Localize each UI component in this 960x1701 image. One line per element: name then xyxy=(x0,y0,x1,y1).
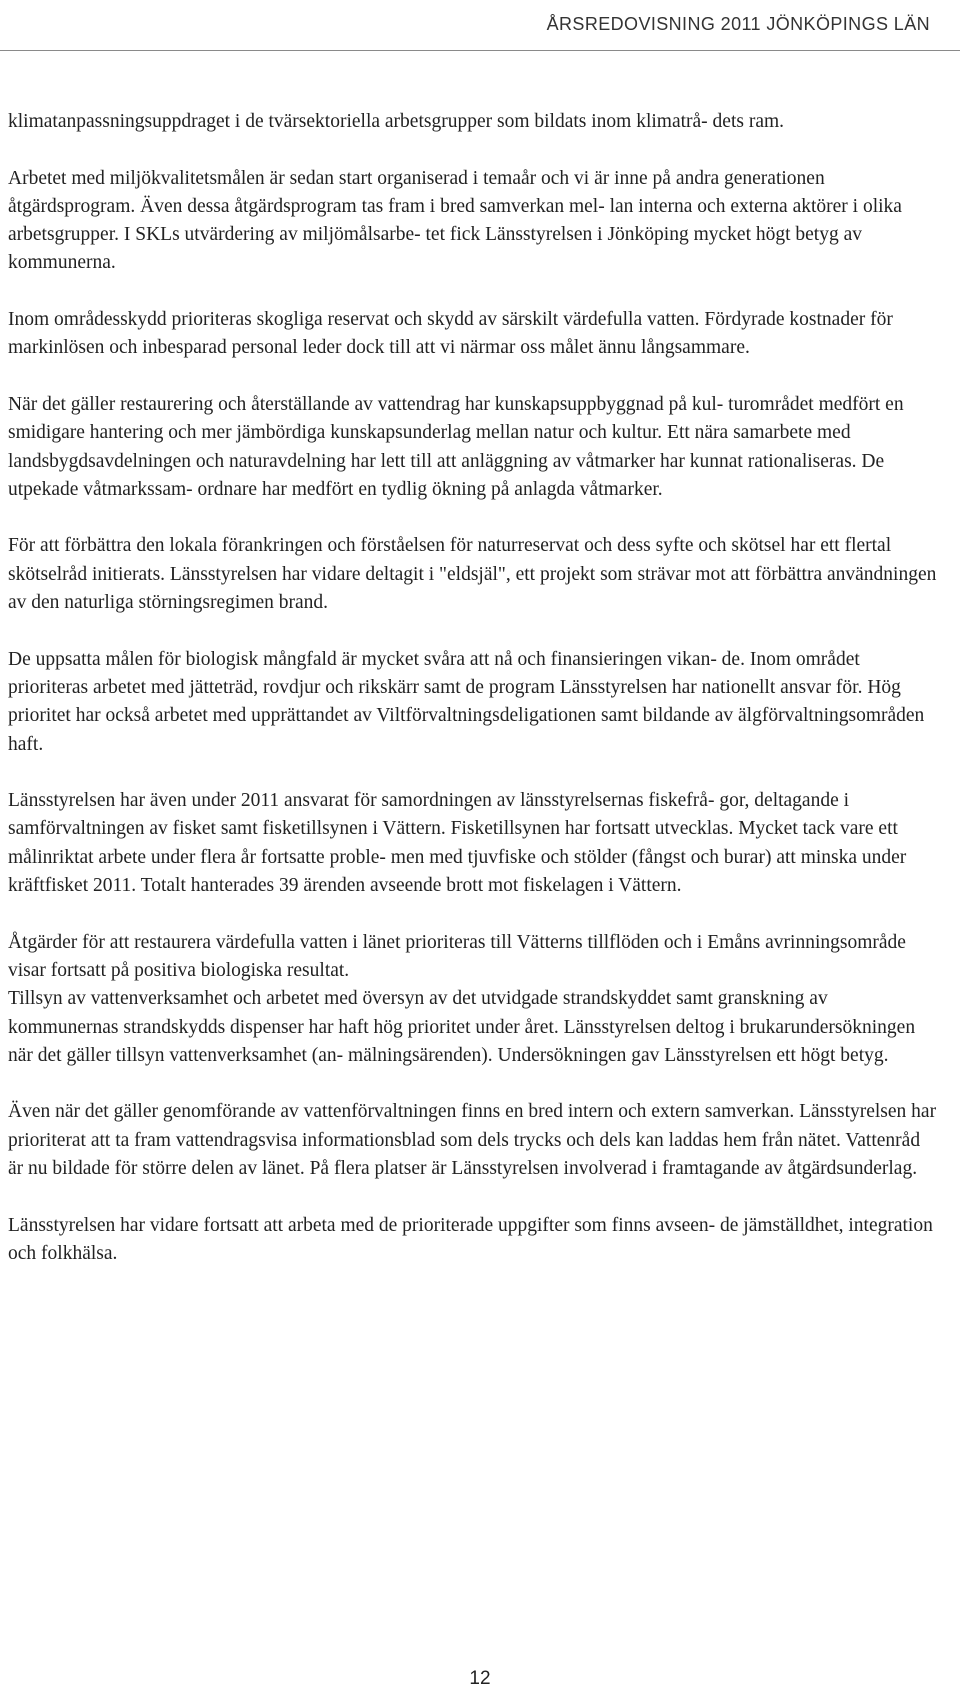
paragraph-2 xyxy=(8,165,938,278)
paragraph-text: Åtgärder för att restaurera värdefulla vatten i länet prioriteras till Vätterns tillflöden och i Emåns avrinningsområde visar fortsatt på positiva biologiska resultat. xyxy=(8,931,906,981)
document-body xyxy=(8,108,938,1296)
paragraph-text: Länsstyrelsen har vidare fortsatt att arbeta med de prioriterade uppgifter som finns avseen- de jämställdhet, integration och folkhälsa. xyxy=(8,1214,933,1264)
paragraph-text: Inom områdesskydd prioriteras skogliga reservat och skydd av särskilt värdefulla vatten. Fördyrade kostnader för markinlösen och inbesparad personal leder dock till att vi närmar oss målet ännu långsammare. xyxy=(8,309,893,359)
paragraph-7 xyxy=(8,787,938,900)
paragraph-text: När det gäller restaurering och återställande av vattendrag har kunskapsuppbyggnad på kul- turområdet medfört en smidigare hantering och mer jämbördiga kunskapsunderlag mellan natur och kultur. Ett nära samarbete med landsbygdsavdelningen och naturavdelning har lett till att anläggning av våtmarker har kunnat rationaliseras. De utpekade våtmarkssam- ordnare har medfört en tydlig ökning på anlagda våtmarker. xyxy=(8,393,904,500)
paragraph-10 xyxy=(8,1212,938,1269)
header-divider xyxy=(0,50,960,51)
paragraph-1 xyxy=(8,108,938,136)
paragraph-5 xyxy=(8,532,938,617)
paragraph-text: De uppsatta målen för biologisk mångfald är mycket svåra att nå och finansieringen vikan- de. Inom området prioriteras arbetet med jätteträd, rovdjur och rikskärr samt de program Länsstyrelsen har nationellt ansvar för. Hög prioritet har också arbetet med upprättandet av Viltförvaltningsdeligationen samt bildande av älgförvaltningsområden haft. xyxy=(8,648,925,755)
paragraph-text: Även när det gäller genomförande av vattenförvaltningen finns en bred intern och extern samverkan. Länsstyrelsen har prioriterat att ta fram vattendragsvisa informationsblad som dels trycks och dels kan laddas hem från nätet. Vattenråd är nu bildade för större delen av länet. På flera platser är Länsstyrelsen involverad i framtagande av åtgärdsunderlag. xyxy=(8,1101,937,1179)
paragraph-text: För att förbättra den lokala förankringen och förståelsen för naturreservat och dess syfte och skötsel har ett flertal skötselråd initierats. Länsstyrelsen har vidare deltagit i "eldsjäl", ett projekt som strävar mot att förbättra användningen av den naturliga störningsregimen brand. xyxy=(8,535,937,614)
paragraph-text: klimatanpassningsuppdraget i de tvärsektoriella arbetsgrupper som bildats inom klimatrå- dets ram. xyxy=(8,111,785,132)
paragraph-text: Arbetet med miljökvalitetsmålen är sedan start organiserad i temaår och vi är inne på andra generationen åtgärdsprogram. Även dessa åtgärdsprogram tas fram i bred samverkan mel- lan interna och externa aktörer i olika arbetsgrupper. I SKLs utvärdering av miljömålsarbe- tet fick Länsstyrelsen i Jönköping mycket högt betyg av kommunerna. xyxy=(8,167,902,274)
paragraph-6 xyxy=(8,646,938,759)
paragraph-8 xyxy=(8,929,938,1070)
paragraph-3 xyxy=(8,306,938,363)
paragraph-9 xyxy=(8,1098,938,1183)
paragraph-text: Länsstyrelsen har även under 2011 ansvarat för samordningen av länsstyrelsernas fiskefrå- gor, deltagande i samförvaltningen av fisket samt fisketillsynen i Vättern. Fisketillsynen har fortsatt utvecklas. Mycket tack vare ett målinriktat arbete under flera år fortsatte proble- men med tjuvfiske och stölder (fångst och burar) att minska under kräftfisket 2011. Totalt hanterades 39 ärenden avseende brott mot fiskelagen i Vättern. xyxy=(8,790,907,897)
running-header-title: ÅRSREDOVISNING 2011 JÖNKÖPINGS LÄN xyxy=(546,14,930,34)
page-header xyxy=(0,0,960,78)
paragraph-text: Tillsyn av vattenverksamhet och arbetet med översyn av det utvidgade strandskyddet samt granskning av kommunernas strandskydds dispenser har haft hög prioritet under året. Länsstyrelsen deltog i brukarundersökningen när det gäller tillsyn vattenverksamhet (an- mälningsärenden). Undersökningen gav Länsstyrelsen ett högt betyg. xyxy=(8,988,916,1066)
paragraph-4 xyxy=(8,391,938,504)
page-number: 12 xyxy=(469,1668,491,1689)
